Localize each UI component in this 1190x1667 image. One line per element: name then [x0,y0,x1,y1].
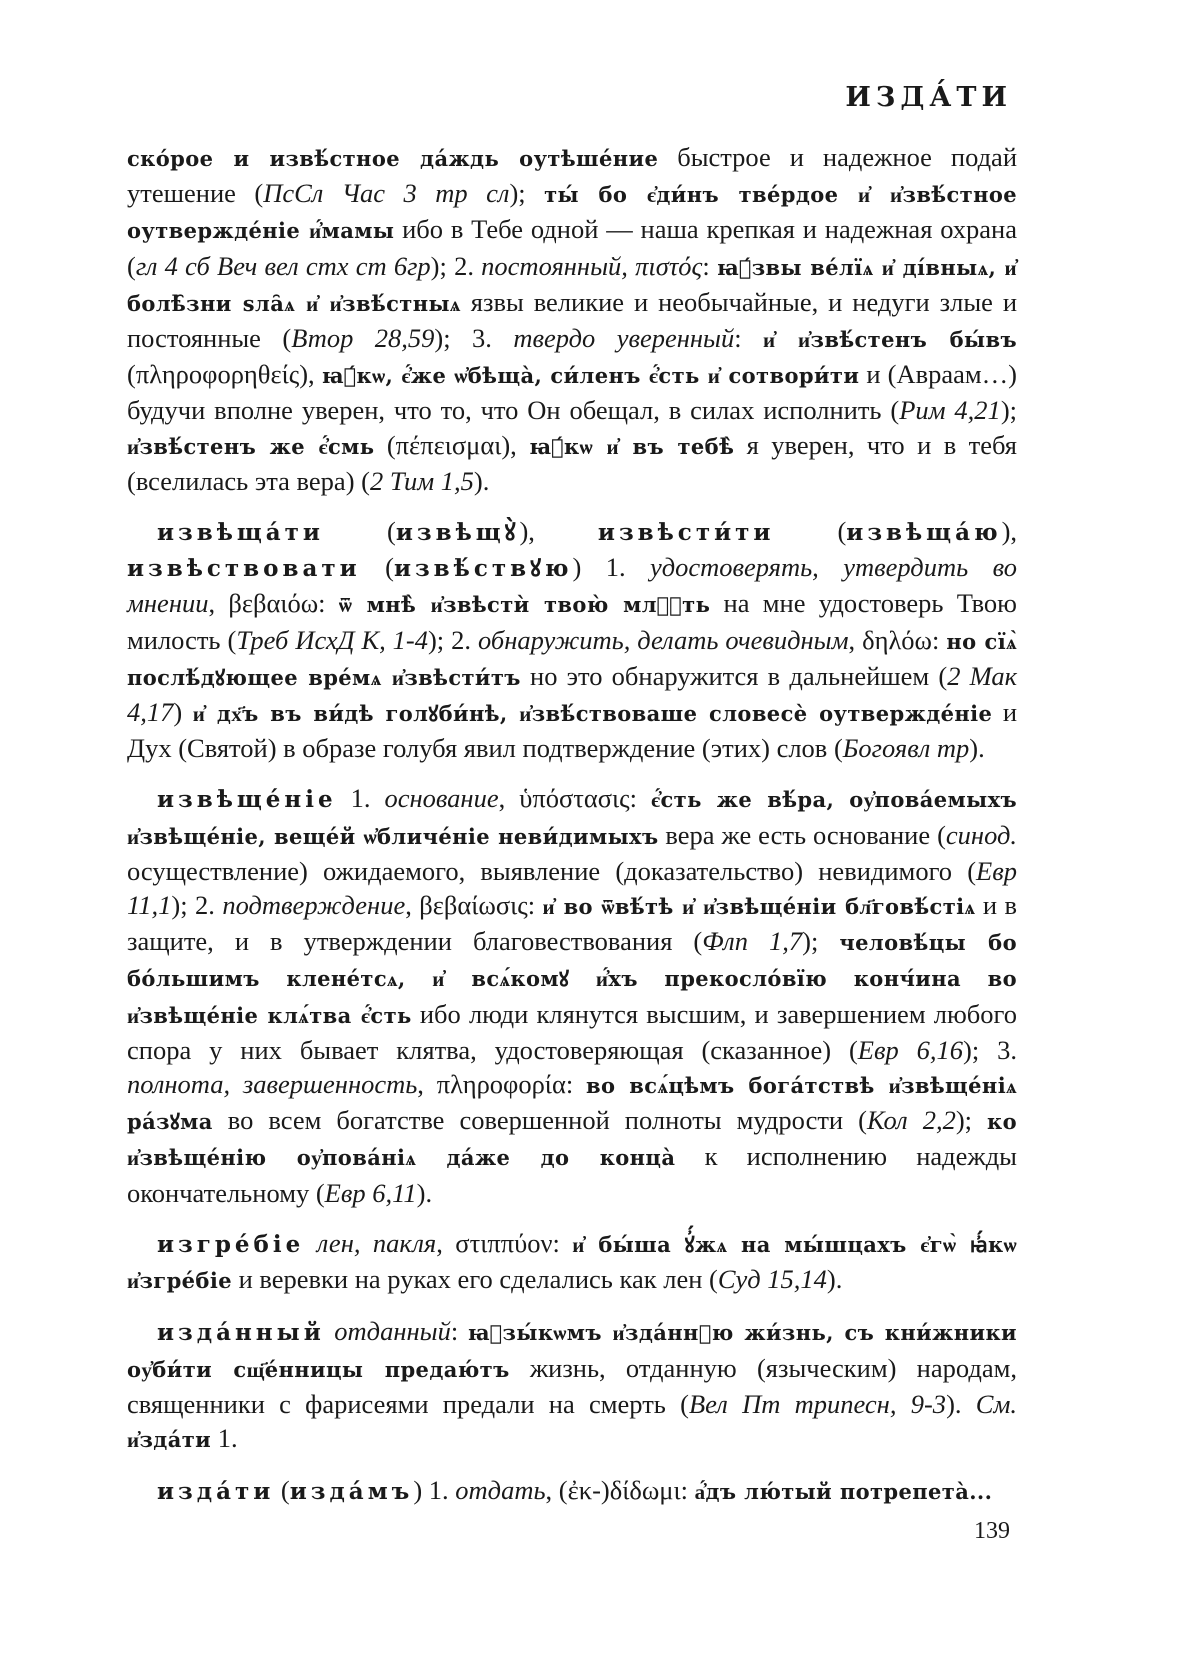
italic-text: Евр 6,11 [324,1177,417,1208]
text-run: и Дух (Святой) в образе голубя явил подтверждение (этих) слов ( [127,697,1017,764]
italic-text: 2 Мак 4,17 [127,660,1017,728]
church-slavonic-text: ꙗ҆зы́кѡмъ и҆зда́ннꙋю жи́знь, съ кни́жники оу҆би́ти сщ҃е́нницы предаю́тъ [127,1320,1017,1382]
text-run: язвы великие и необычайные, и недуги злые и постоянные ( [127,286,1018,354]
church-slavonic-text: ꙗ҆́звы ве́лїѧ и҆ ді́вныѧ, и҆ болѣ̑зни ѕла̑ѧ и҆ и҆звѣ́стныѧ [127,254,1017,316]
church-slavonic-text: и҆ дх҃ъ въ ви́дѣ голꙋби́нѣ, и҆звѣ́ствоваше словесѐ оутвержде́ніе [192,701,993,727]
church-slavonic-text: и҆ во ѿвѣ́тѣ и҆ и҆звѣще́ніи бл҃говѣ́стіѧ [542,894,976,920]
headword: извѣсти́ти [597,519,775,547]
italic-text: Суд 15,14 [717,1264,827,1295]
text-run: ); 2. [427,624,478,655]
church-slavonic-text: и҆звѣ́стенъ же є҆́смь [127,433,375,459]
church-slavonic-text: и҆зда́ти [127,1426,212,1452]
headword: извѣ́ствꙋю [393,555,573,583]
church-slavonic-text: ꙗ҆́кѡ, є҆́же ѡ҆бѣща̀, си́ленъ є҆́сть и҆ сотвори́ти [321,363,860,389]
text-run: ) 1. [413,1475,456,1506]
headword: изда́нный [157,1319,325,1347]
italic-text: основание [384,783,499,814]
text-run: и (Авраам…) будучи вполне уверен, что то, что Он обещал, в силах исполнить ( [127,359,1017,426]
italic-text: Треб ИсхД К, 1-4 [236,624,428,655]
italic-text: постоянный, πιστός [481,250,703,281]
text-run: быстрое и надежное подай утешение ( [127,142,1017,209]
headword: извѣще́ніе [157,786,337,814]
church-slavonic-text: во всѧ́цѣмъ бога́тствѣ и҆звѣще́ніѧ ра́зꙋма [127,1073,1017,1135]
text-run: ). [969,733,985,764]
text-run: ) [173,697,193,728]
italic-text: удостоверять, утвердить во мнении [127,552,1018,619]
text-run: ибо в Тебе одной — наша крепкая и надежная охрана ( [127,214,1017,281]
italic-text: Богоявл тр [842,733,970,764]
italic-text: Кол 2,2 [866,1105,956,1136]
text-run: осуществление) ожидаемого, выявление (доказательство) невидимого ( [127,855,977,886]
text-run: ( [324,516,396,547]
text-run: я уверен, что и в тебя (вселилась эта вера) ( [127,429,1017,496]
text-run: ); [802,926,840,957]
text-run: и в защите, и в утверждении благовествования ( [127,890,1018,957]
dictionary-entry [127,140,1017,498]
italic-text: синод. [945,819,1017,850]
text-run: , δηλόω: [848,624,947,655]
running-head: ИЗДА́ТИ [845,82,1012,113]
italic-text: ПсСл Час 3 тр сл [263,178,510,209]
headword: изда́ти [157,1478,275,1506]
text-run: ), [1001,516,1018,547]
page-number: 139 [974,1518,1010,1544]
church-slavonic-text: а҆́дъ лю́тый потрепета̀... [694,1479,993,1505]
italic-text: Втор 28,59 [291,323,435,354]
text-run: : [734,323,764,354]
headword: изда́мъ [289,1478,414,1506]
italic-text: обнаружить, делать очевидным [477,624,849,655]
dictionary-entry [127,781,1017,1209]
italic-text: твердо уверенный [513,323,735,354]
text-block [127,140,1017,1525]
text-run: , στιππύον: [436,1227,573,1258]
text-run: ибо люди клянутся высшим, и завершением любого спора у них бывает клятва, удостоверяющая (сказанное) ( [127,998,1017,1065]
italic-text: См. [975,1388,1017,1419]
text-run: : [702,250,717,281]
church-slavonic-text: ꙗ҆́кѡ и҆ въ тебѣ̀ [529,433,735,459]
dictionary-entry [127,1226,1017,1298]
dictionary-entry [127,514,1017,765]
text-run: ); [509,178,545,209]
text-run: к исполнению надежды окончательному ( [127,1141,1017,1208]
italic-text: подтверждение [222,890,406,921]
text-run: ( [360,552,394,583]
text-run: ); [1000,395,1017,426]
italic-text: отданный [334,1316,451,1347]
church-slavonic-text: и҆ бы́ша ꙋ҆́жѧ на мы́шцахъ є҆гѡ̀ ꙗ҆́кѡ и҆згре́біе [127,1231,1017,1294]
text-run: , (ἐκ-)δίδωμι: [545,1475,695,1506]
text-run: ), [519,516,598,547]
text-run: ). [826,1264,843,1295]
text-run: вера же есть основание ( [658,819,946,850]
text-run: ); 2. [171,890,223,921]
dictionary-entry [127,1314,1017,1457]
text-run: ). [416,1177,433,1208]
church-slavonic-text: человѣ́цы бо бо́льшимъ клене́тсѧ, и҆ всѧ́комꙋ и҆́хъ прекосло́вїю конч́ина во и҆звѣще́ніе клѧ́тва є҆́сть [127,930,1017,1028]
church-slavonic-text: ѿ мнѣ̀ и҆звѣстѝ твою̀ млⷭ҇ть [338,592,711,618]
text-run: , βεβαιόω: [208,588,339,619]
text-run: , ὑπόστασις: [498,783,652,814]
text-run: (πληροφορηθείς), [127,359,322,390]
text-run: ( [274,1475,290,1506]
italic-text: гл 4 сб Веч вел стх ст 6гр [135,250,431,281]
text-run: 1. [336,783,385,814]
headword: извѣща́ти [157,519,324,547]
text-run: и веревки на руках его сделались как лен ( [231,1264,718,1295]
italic-text: Рим 4,21 [899,395,1001,426]
headword: извѣщꙋ̀ [395,519,520,547]
text-run: ). [473,465,490,496]
text-run: ); 2. [430,250,482,281]
italic-text: Евр 6,16 [857,1034,964,1065]
church-slavonic-text: скóрое и извѣ́стное да́ждь оутѣше́ние [127,146,659,171]
italic-text: Вел Пт трипесн, 9-3 [688,1388,947,1419]
text-run: ). [946,1388,976,1419]
italic-text: полнота, завершенность [127,1069,418,1100]
text-run: во всем богатстве совершенной полноты мудрости ( [212,1105,867,1136]
church-slavonic-text: но сїѧ̀ послѣ́дꙋющее вре́мѧ и҆звѣсти́тъ [127,628,1018,690]
text-run: ); 3. [434,323,514,354]
dictionary-entry [127,1473,1017,1509]
church-slavonic-text: ко и҆звѣще́нію оу҆пова́ніѧ да́же до конца̀ [127,1109,1018,1171]
headword: изгре́біе [157,1230,305,1258]
church-slavonic-text: є҆́сть же вѣ́ра, оу҆пова́емыхъ и҆звѣще́ніе, веще́й ѡ҆бличе́ніе неви́димыхъ [127,787,1018,849]
italic-text: лен, пакля [316,1227,437,1258]
headword: извѣща́ю [846,519,1002,547]
text-run: ); 3. [963,1034,1017,1065]
text-run: жизнь, отданную (языческим) народам, священники с фарисеями предали на смерть ( [127,1352,1017,1419]
text-run: ) 1. [572,552,651,583]
text-run [304,1228,316,1258]
text-run [325,1316,335,1346]
italic-text: 2 Тим 1,5 [369,465,474,496]
text-run: 1. [211,1422,238,1453]
italic-text: Евр 11,1 [127,855,1017,921]
italic-text: отдать [455,1475,546,1506]
church-slavonic-text: и҆ и҆звѣ́стенъ бы́въ [763,327,1017,353]
text-run: , πληροφορία: [417,1069,586,1100]
text-run: : [450,1316,468,1347]
text-run: но это обнаружится в дальнейшем ( [520,660,948,691]
text-run: , βεβαίωσις: [405,890,543,921]
text-run: (πέπεισμαι), [374,429,530,460]
headword: извѣствовати [127,555,361,583]
text-run: на мне удостоверь Твою милость ( [127,588,1017,655]
text-run: ); [955,1105,988,1136]
text-run: ( [774,516,847,547]
church-slavonic-text: ты́ бо є҆ди́нъ тве́рдое и҆ и҆звѣ́стное оутвержде́ніе и҆́мамы [127,182,1018,244]
italic-text: Флп 1,7 [702,926,803,957]
